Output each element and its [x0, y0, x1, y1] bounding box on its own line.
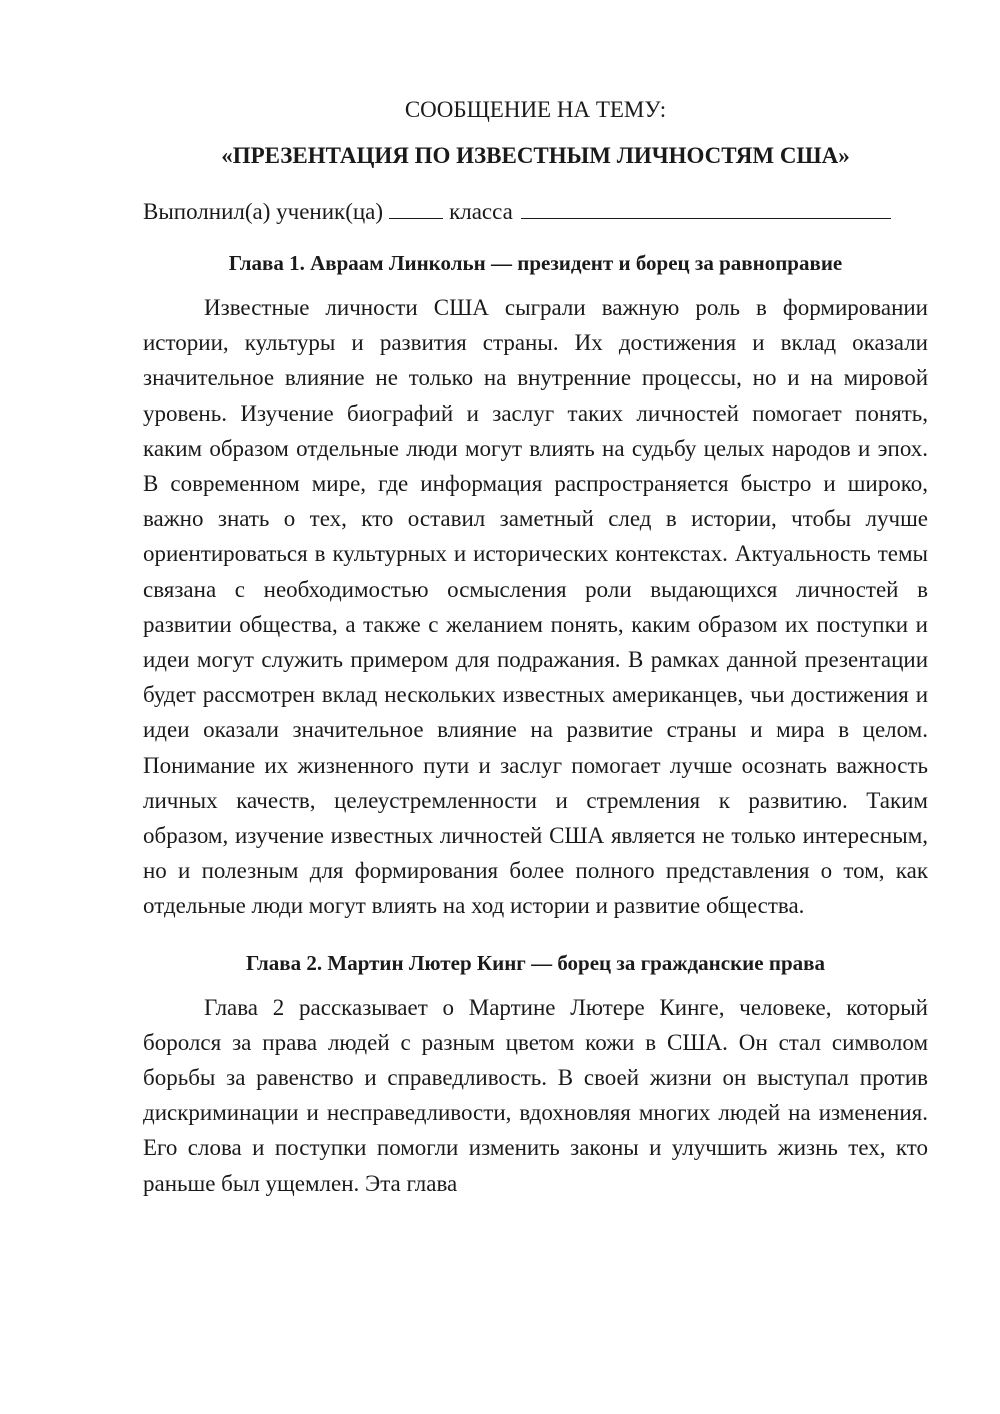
student-prefix: Выполнил(а) ученик(ца): [143, 199, 384, 224]
chapter-2-heading: Глава 2. Мартин Лютер Кинг — борец за гражданские права: [246, 950, 825, 975]
document-title: СООБЩЕНИЕ НА ТЕМУ:: [404, 97, 667, 122]
grade-blank-field: [389, 196, 443, 219]
name-blank-field: [521, 196, 891, 219]
student-info-line: [143, 194, 928, 230]
document-subtitle: «ПРЕЗЕНТАЦИЯ ПО ИЗВЕСТНЫМ ЛИЧНОСТЯМ США»: [221, 143, 850, 168]
document-page: [143, 92, 928, 1201]
class-label: класса: [449, 199, 513, 224]
chapter-2-paragraph: Глава 2 рассказывает о Мартине Лютере Кинге, человеке, который боролся за права людей с разным цветом кожи в США. Он стал символом борьбы за равенство и справедливость. В своей жизни он выступал против дискриминации и несправедливости, вдохновляя многих людей на изменения. Его слова и поступки помогли изменить законы и улучшить жизнь тех, кто раньше был ущемлен. Эта глава: [143, 994, 928, 1196]
chapter-1-paragraph: Известные личности США сыграли важную роль в формировании истории, культуры и развития страны. Их достижения и вклад оказали значительное влияние не только на внутренние процессы, но и на мировой уровень. Изучение биографий и заслуг таких личностей помогает понять, каким образом отдельные люди могут влиять на судьбу целых народов и эпох. В современном мире, где информация распространяется быстро и широко, важно знать о тех, кто оставил заметный след в истории, чтобы лучше ориентироваться в культурных и исторических контекстах. Актуальность темы связана с необходимостью осмысления роли выдающихся личностей в развитии общества, а также с желанием понять, каким образом их поступки и идеи могут служить примером для подражания. В рамках данной презентации будет рассмотрен вклад нескольких известных американцев, чьи достижения и идеи оказали значительное влияние на развитие страны и мира в целом. Понимание их жизненного пути и заслуг помогает лучше осознать важность личных качеств, целеустремленности и стремления к развитию. Таким образом, изучение известных личностей США является не только интересным, но и полезным для формирования более полного представления о том, как отдельные люди могут влиять на ход истории и развитие общества.: [143, 295, 928, 919]
chapter-1-heading: Глава 1. Авраам Линкольн — президент и борец за равноправие: [228, 251, 843, 275]
